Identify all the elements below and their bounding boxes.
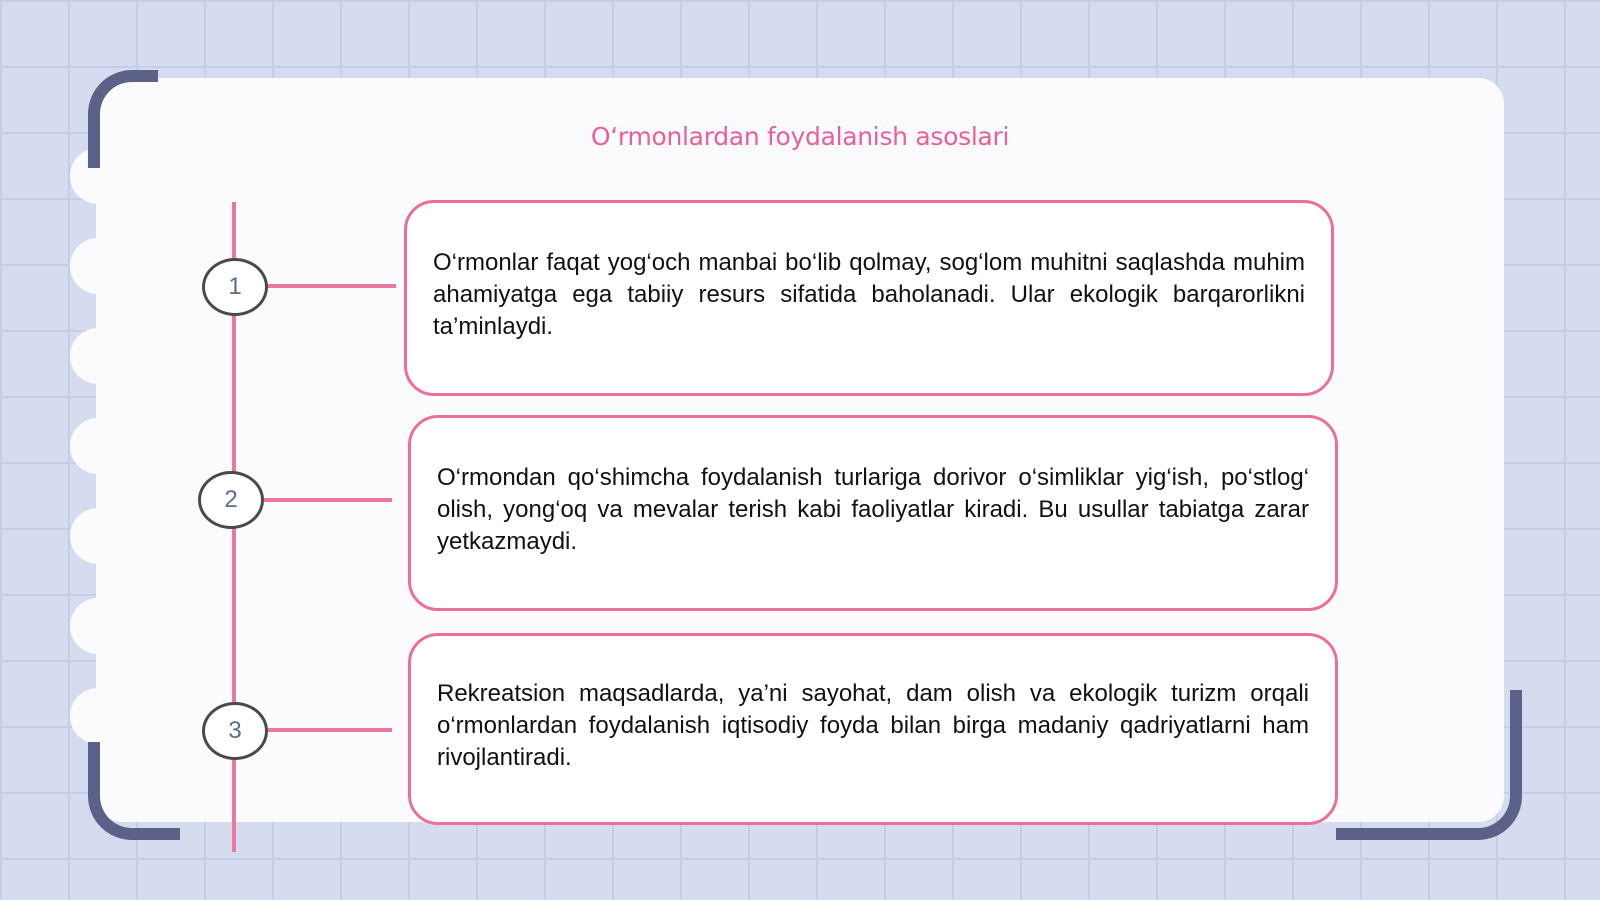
corner-bracket-bottom-right xyxy=(1336,690,1522,840)
info-box xyxy=(408,633,1338,825)
card-scallop xyxy=(70,688,126,744)
card-scallop xyxy=(70,508,126,564)
card-scallop xyxy=(70,238,126,294)
info-box xyxy=(408,415,1338,611)
card-scallop xyxy=(70,418,126,474)
card-scallop xyxy=(70,328,126,384)
timeline-connector xyxy=(264,498,392,502)
corner-bracket-bottom-left xyxy=(88,742,180,840)
step-number-badge: 3 xyxy=(202,702,268,760)
info-text: O‘rmondan qo‘shimcha foydalanish turlariga dorivor o‘simliklar yig‘ish, po‘stlog‘ olish, yong‘oq va mevalar terish kabi faoliyatlar kiradi. Bu usullar tabiatga zarar yetkazmaydi. xyxy=(437,464,1309,555)
info-box xyxy=(404,200,1334,396)
corner-bracket-top-left xyxy=(88,70,158,168)
step-number-badge: 2 xyxy=(198,471,264,529)
step-number-badge: 1 xyxy=(202,258,268,316)
timeline-connector xyxy=(268,728,392,732)
slide-title: O‘rmonlardan foydalanish asoslari xyxy=(590,122,1010,151)
card-scallop xyxy=(70,598,126,654)
info-text: Rekreatsion maqsadlarda, ya’ni sayohat, dam olish va ekologik turizm orqali o‘rmonlardan foydalanish iqtisodiy foyda bilan birga madaniy qadriyatlarni ham rivojlantiradi. xyxy=(437,680,1309,771)
timeline-connector xyxy=(268,284,396,288)
info-text: O‘rmonlar faqat yog‘och manbai bo‘lib qolmay, sog‘lom muhitni saqlashda muhim ahamiyatga ega tabiiy resurs sifatida baholanadi. Ular ekologik barqarorlikni ta’minlaydi. xyxy=(433,249,1305,340)
